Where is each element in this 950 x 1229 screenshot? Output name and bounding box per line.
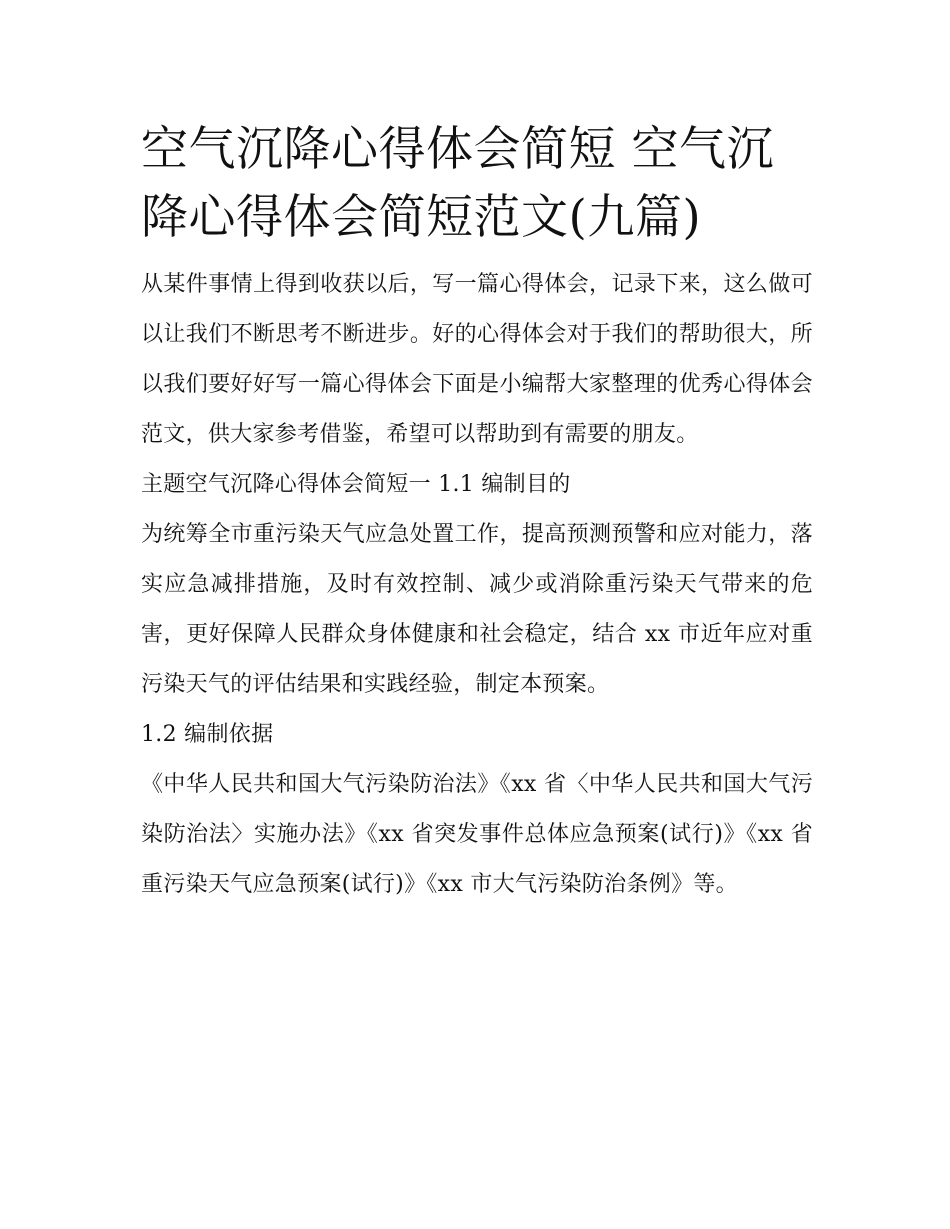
document-content xyxy=(141,116,813,910)
paragraph-basis: 《中华人民共和国大气污染防治法》《xx 省〈中华人民共和国大气污染防治法〉实施办法》《xx 省突发事件总体应急预案(试行)》《xx 省重污染天气应急预案(试行)》《xx 市大气污染防治条例》等。 xyxy=(141,772,813,897)
section-heading-1: 主题空气沉降心得体会简短一 1.1 编制目的 xyxy=(141,472,571,497)
section-heading-2: 1.2 编制依据 xyxy=(141,722,274,747)
document-title: 空气沉降心得体会简短 空气沉降心得体会简短范文(九篇) xyxy=(141,122,774,245)
paragraph-purpose: 为统筹全市重污染天气应急处置工作，提高预测预警和应对能力，落实应急减排措施，及时有效控制、减少或消除重污染天气带来的危害，更好保障人民群众身体健康和社会稳定，结合 xx 市近年应对重污染天气的评估结果和实践经验，制定本预案。 xyxy=(141,522,813,697)
intro-paragraph: 从某件事情上得到收获以后，写一篇心得体会，记录下来，这么做可以让我们不断思考不断进步。好的心得体会对于我们的帮助很大，所以我们要好好写一篇心得体会下面是小编帮大家整理的优秀心得体会范文，供大家参考借鉴，希望可以帮助到有需要的朋友。 xyxy=(141,272,813,447)
